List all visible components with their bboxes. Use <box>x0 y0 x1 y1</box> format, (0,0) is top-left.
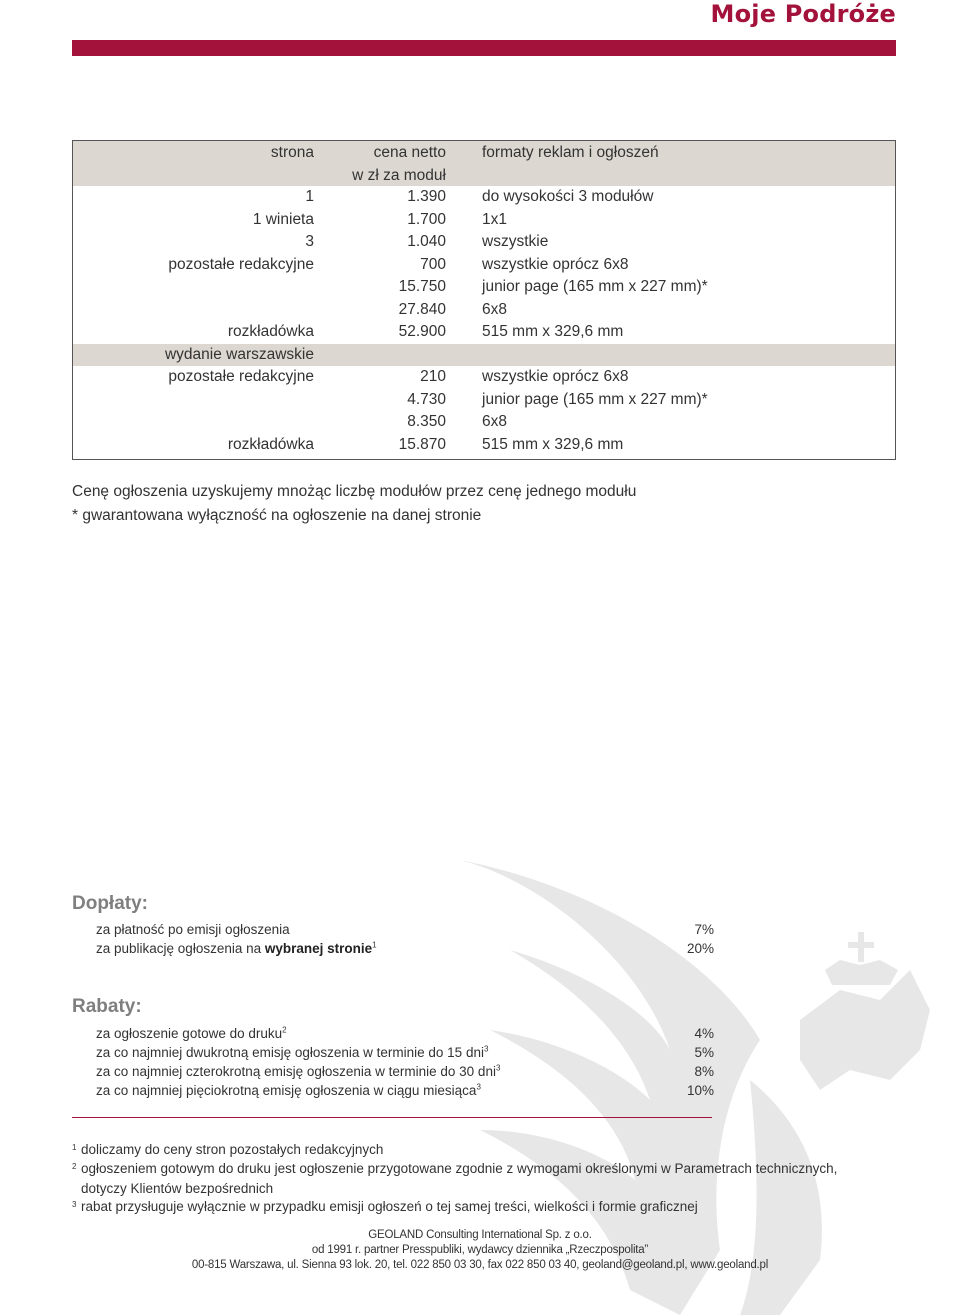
footer-address: 00-815 Warszawa, ul. Sienna 93 lok. 20, tel. 022 850 03 30, fax 022 850 03 40, geoland@geoland.pl, www.geoland.pl <box>191 1259 769 1271</box>
cell-format: junior page (165 mm x 227 mm)* <box>482 278 708 295</box>
table-row <box>72 299 896 322</box>
cell-strona <box>72 389 314 412</box>
table-row <box>72 254 896 277</box>
cell-cena: 1.390 <box>407 188 446 205</box>
header-cena: cena netto <box>314 140 446 166</box>
rabaty-item-label: za ogłoszenie gotowe do druku$^2$ <box>96 1025 287 1041</box>
header-strona: strona <box>72 140 314 166</box>
rabaty-item-label: za co najmniej czterokrotną emisję ogłoszenia w terminie do 30 dni$^3$ <box>96 1063 501 1079</box>
cell-format <box>446 344 896 367</box>
cell-cena <box>314 344 446 367</box>
cell-format: 515 mm x 329,6 mm <box>482 435 624 453</box>
cell-strona: 3 <box>305 233 314 250</box>
table-row <box>72 366 896 389</box>
cell-format: do wysokości 3 modułów <box>482 188 654 205</box>
footnote-item: 2 ogłoszeniem gotowym do druku jest ogłoszenie przygotowane zgodnie z wymogami określonymi w Parametrach technicznych, <box>72 1161 838 1176</box>
table-row <box>72 209 896 232</box>
footer-company: GEOLAND Consulting International Sp. z o.o. <box>368 1229 592 1241</box>
table-row <box>72 276 896 299</box>
cell-strona <box>72 411 314 434</box>
cell-cena: 1.040 <box>407 233 446 250</box>
table-row <box>72 231 896 254</box>
doplaty-heading: Dopłaty: <box>72 893 148 914</box>
cell-strona: rozkładówka <box>227 323 314 340</box>
rabaty-item-label: za co najmniej pięciokrotną emisję ogłoszenia w ciągu miesiąca$^3$ <box>96 1082 481 1098</box>
footnote-divider <box>72 1117 712 1118</box>
doplaty-item-value: 7% <box>694 922 714 937</box>
cell-strona: pozostałe redakcyjne <box>168 368 314 385</box>
cell-strona: rozkładówka <box>227 435 314 453</box>
cell-format: 1x1 <box>482 210 507 228</box>
cell-cena: 210 <box>420 368 446 385</box>
exclusivity-note: * gwarantowana wyłączność na ogłoszenie na danej stronie <box>72 507 482 524</box>
rabaty-item-value: 5% <box>694 1045 714 1060</box>
cell-cena: 4.730 <box>407 390 446 408</box>
cell-strona <box>72 299 314 322</box>
cell-format: 515 mm x 329,6 mm <box>482 323 624 340</box>
doplaty-item-value: 20% <box>686 941 714 956</box>
table-row <box>72 186 896 209</box>
cell-cena: 1.700 <box>407 210 446 228</box>
table-row <box>72 344 896 367</box>
doplaty-item-label: za płatność po emisji ogłoszenia <box>96 922 290 937</box>
footnote-item: dotyczy Klientów bezpośrednich <box>81 1181 274 1196</box>
cell-strona: 1 <box>305 188 314 205</box>
footnote-item: 3 rabat przysługuje wyłącznie w przypadku emisji ogłoszeń o tej samej treści, wielkości i formie graficznej <box>72 1199 698 1214</box>
cell-format: wszystkie oprócz 6x8 <box>482 255 629 273</box>
doplaty-item-label: za publikację ogłoszenia na wybranej stronie$^1$ <box>96 940 377 956</box>
header-cena-unit: w zł za moduł <box>314 166 446 186</box>
cell-strona: 1 winieta <box>252 210 314 228</box>
rabaty-item-value: 10% <box>686 1083 714 1098</box>
table-header-row-2 <box>72 166 896 186</box>
rabaty-item-value: 4% <box>694 1026 714 1041</box>
cell-format: junior page (165 mm x 227 mm)* <box>482 390 708 408</box>
cell-strona <box>72 276 314 299</box>
cell-format: 6x8 <box>482 413 507 430</box>
cell-strona: wydanie warszawskie <box>72 344 314 367</box>
rabaty-item-value: 8% <box>694 1064 714 1079</box>
rabaty-item-label: za co najmniej dwukrotną emisję ogłoszenia w terminie do 15 dni$^3$ <box>96 1044 489 1060</box>
table-row <box>72 389 896 412</box>
table-header-row <box>72 140 896 166</box>
footnote-item: 1 doliczamy do ceny stron pozostałych redakcyjnych <box>72 1142 384 1157</box>
brand-title: Moje Podróże <box>710 0 896 28</box>
rabaty-heading: Rabaty: <box>72 996 142 1017</box>
table-row <box>72 411 896 434</box>
cell-cena: 700 <box>420 255 446 273</box>
cell-cena: 8.350 <box>407 413 446 430</box>
cell-strona: pozostałe redakcyjne <box>168 255 314 273</box>
cell-format: 6x8 <box>482 300 507 318</box>
pricing-note: Cenę ogłoszenia uzyskujemy mnożąc liczbę modułów przez cenę jednego modułu <box>72 483 637 500</box>
footer-partner: od 1991 r. partner Presspubliki, wydawcy dziennika „Rzeczpospolita” <box>311 1244 649 1256</box>
cell-format: wszystkie <box>482 233 549 250</box>
price-table <box>72 140 896 456</box>
cell-cena: 27.840 <box>398 300 446 318</box>
cell-cena: 15.750 <box>398 278 446 295</box>
brand-bar <box>72 40 896 56</box>
cell-format: wszystkie oprócz 6x8 <box>482 368 629 385</box>
header-formaty: formaty reklam i ogłoszeń <box>446 140 896 166</box>
table-row <box>72 321 896 344</box>
cell-cena: 15.870 <box>398 435 446 453</box>
cell-cena: 52.900 <box>398 323 446 340</box>
table-row <box>72 434 896 457</box>
